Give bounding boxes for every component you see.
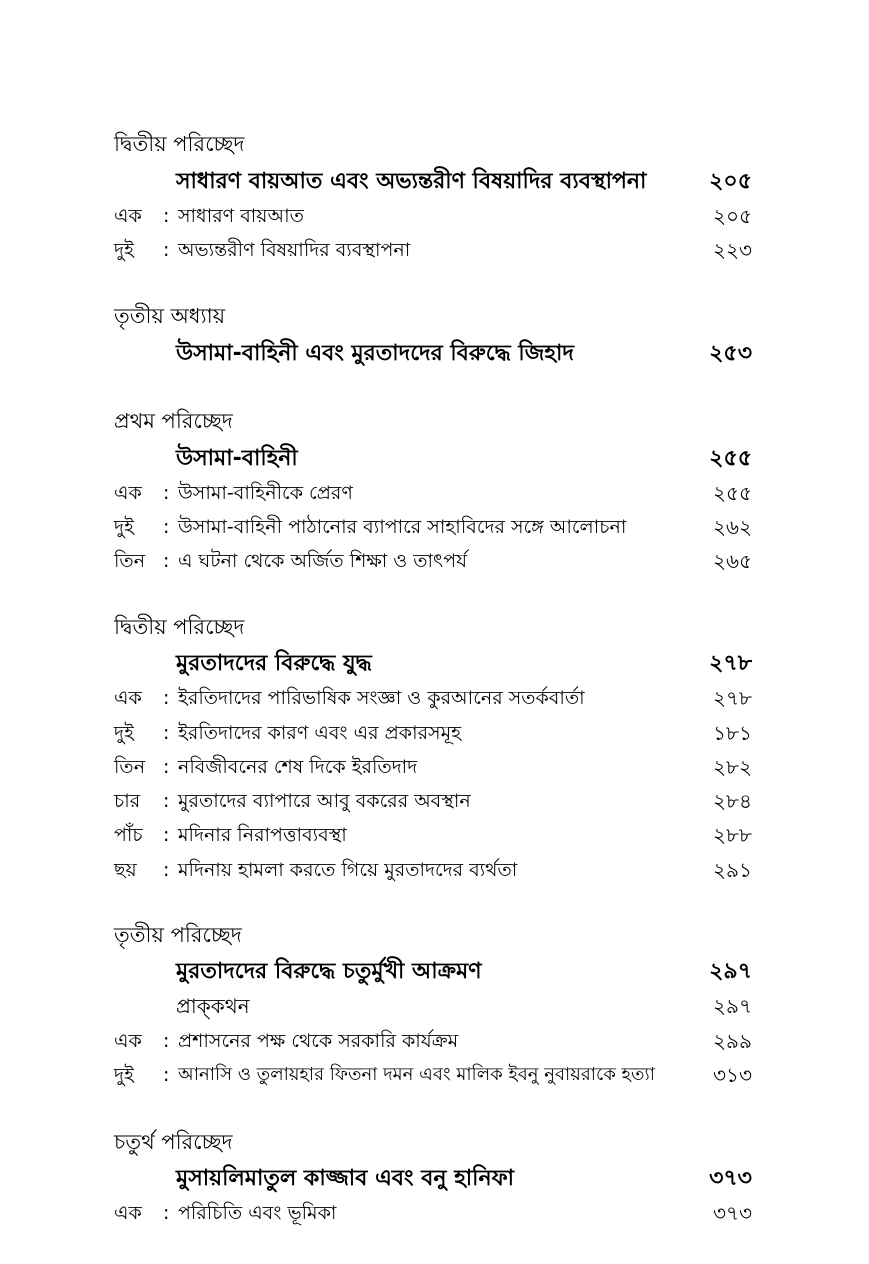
toc-entry: দুই : উসামা-বাহিনী পাঠানোর ব্যাপারে সাহাবিদের সঙ্গে আলোচনা ২৬২ — [0, 511, 869, 543]
section-heading: তৃতীয় পরিচ্ছেদ — [114, 923, 242, 947]
entry-text: মদিনায় হামলা করতে গিয়ে মুরতাদদের ব্যর্থতা — [178, 859, 518, 881]
toc-title-row — [0, 338, 869, 370]
entry-text: আনাসি ও তুলায়হার ফিতনা দমন এবং মালিক ইবনু নুবায়রাকে হত্যা — [178, 1064, 655, 1085]
entry-page-number: ৩৭৩ — [712, 1201, 752, 1225]
section-heading-row — [0, 1126, 869, 1158]
entry-label: তিন — [114, 550, 146, 572]
toc-title-row — [0, 166, 869, 198]
toc-page-number: ৩৭৩ — [709, 1166, 752, 1191]
entry-page-number: ২৫৫ — [713, 481, 752, 505]
entry-page-number: ২০৫ — [713, 204, 752, 228]
section-heading-row — [0, 405, 869, 437]
entry-label: দুই — [114, 1064, 134, 1086]
toc-entry: দুই : আনাসি ও তুলায়হার ফিতনা দমন এবং মালিক ইবনু নুবায়রাকে হত্যা ৩১৩ — [0, 1059, 869, 1091]
toc-page-number: ২৫৩ — [709, 341, 752, 366]
toc-title: সাধারণ বায়আত এবং অভ্যন্তরীণ বিষয়াদির ব্যবস্থাপনা — [176, 169, 647, 194]
toc-title-row — [0, 1163, 869, 1195]
entry-label: এক — [114, 205, 142, 227]
entry-page-number: ২৬৫ — [713, 549, 752, 573]
entry-page-number: ২৮২ — [713, 755, 752, 779]
entry-page-number: ৩১৩ — [713, 1063, 752, 1087]
section-heading: প্রথম পরিচ্ছেদ — [114, 409, 233, 433]
entry-text: সাধারণ বায়আত — [178, 205, 304, 227]
toc-title-row — [0, 443, 869, 475]
entry-page-number: ২৭৮ — [713, 686, 752, 710]
entry-text: এ ঘটনা থেকে অর্জিত শিক্ষা ও তাৎপর্য — [178, 550, 468, 572]
toc-entry: পাঁচ : মদিনার নিরাপত্তাব্যবস্থা ২৮৮ — [0, 819, 869, 851]
entry-text: প্রশাসনের পক্ষ থেকে সরকারি কার্যক্রম — [178, 1030, 459, 1052]
entry-label: দুই — [114, 516, 134, 538]
entry-page-number: ২৯১ — [713, 858, 752, 882]
entry-text: ইরতিদাদের পারিভাষিক সংজ্ঞা ও কুরআনের সতর্কবার্তা — [178, 687, 585, 709]
toc-entry: এক : পরিচিতি এবং ভূমিকা ৩৭৩ — [0, 1197, 869, 1229]
entry-label: এক — [114, 482, 142, 504]
toc-entry: ছয় : মদিনায় হামলা করতে গিয়ে মুরতাদদের ব্যর্থতা ২৯১ — [0, 854, 869, 886]
section-heading-row — [0, 611, 869, 643]
toc-entry: এক : ইরতিদাদের পারিভাষিক সংজ্ঞা ও কুরআনের সতর্কবার্তা ২৭৮ — [0, 682, 869, 714]
entry-text: উসামা-বাহিনীকে প্রেরণ — [178, 482, 353, 504]
section-heading-row — [0, 128, 869, 160]
section-heading-row — [0, 300, 869, 332]
toc-subtitle-row — [0, 990, 869, 1022]
entry-text: মুরতাদের ব্যাপারে আবু বকরের অবস্থান — [178, 790, 471, 812]
toc-page-number: ২০৫ — [709, 169, 752, 194]
toc-title: উসামা-বাহিনী এবং মুরতাদদের বিরুদ্ধে জিহাদ — [176, 341, 574, 366]
entry-text: পরিচিতি এবং ভূমিকা — [178, 1202, 337, 1224]
entry-page-number: ২৮৮ — [713, 823, 752, 847]
toc-entry: তিন : নবিজীবনের শেষ দিকে ইরতিদাদ ২৮২ — [0, 751, 869, 783]
entry-page-number: ২৮৪ — [713, 789, 752, 813]
section-heading: তৃতীয় অধ্যায় — [114, 304, 226, 328]
toc-title: মুরতাদদের বিরুদ্ধে যুদ্ধ — [176, 651, 372, 676]
toc-title: উসামা-বাহিনী — [176, 446, 298, 471]
entry-label: এক — [114, 1202, 142, 1224]
subtitle-page-number: ২৯৭ — [713, 994, 752, 1018]
toc-entry: এক : প্রশাসনের পক্ষ থেকে সরকারি কার্যক্রম ২৯৯ — [0, 1025, 869, 1057]
entry-text: উসামা-বাহিনী পাঠানোর ব্যাপারে সাহাবিদের সঙ্গে আলোচনা — [178, 516, 627, 538]
entry-page-number: ১৮১ — [713, 721, 752, 745]
toc-title: মুসায়লিমাতুল কাজ্জাব এবং বনু হানিফা — [176, 1166, 515, 1191]
entry-label: তিন — [114, 756, 146, 778]
toc-title-row — [0, 956, 869, 988]
entry-label: ছয় — [114, 859, 137, 881]
entry-text: ইরতিদাদের কারণ এবং এর প্রকারসমূহ — [178, 722, 462, 744]
toc-page-number: ২৫৫ — [709, 446, 752, 471]
entry-page-number: ২২৩ — [712, 238, 752, 262]
toc-page-number: ২৭৮ — [709, 651, 752, 676]
entry-label: এক — [114, 687, 142, 709]
toc-subtitle: প্রাক্‌কথন — [176, 994, 250, 1018]
entry-label: দুই — [114, 239, 134, 261]
toc-title-row — [0, 648, 869, 680]
toc-page-number: ২৯৭ — [709, 959, 752, 984]
toc-entry: দুই : ইরতিদাদের কারণ এবং এর প্রকারসমূহ ১৮১ — [0, 717, 869, 749]
toc-entry: এক : সাধারণ বায়আত ২০৫ — [0, 200, 869, 232]
section-heading: চতুর্থ পরিচ্ছেদ — [114, 1130, 233, 1154]
toc-entry: তিন : এ ঘটনা থেকে অর্জিত শিক্ষা ও তাৎপর্য ২৬৫ — [0, 545, 869, 577]
toc-entry: দুই : অভ্যন্তরীণ বিষয়াদির ব্যবস্থাপনা ২২৩ — [0, 234, 869, 266]
entry-page-number: ২৬২ — [712, 515, 752, 539]
entry-text: মদিনার নিরাপত্তাব্যবস্থা — [178, 824, 347, 846]
section-heading: দ্বিতীয় পরিচ্ছেদ — [114, 132, 245, 156]
entry-label: পাঁচ — [114, 824, 143, 846]
toc-entry: চার : মুরতাদের ব্যাপারে আবু বকরের অবস্থান ২৮৪ — [0, 785, 869, 817]
section-heading-row — [0, 919, 869, 951]
toc-entry: এক : উসামা-বাহিনীকে প্রেরণ ২৫৫ — [0, 477, 869, 509]
entry-text: অভ্যন্তরীণ বিষয়াদির ব্যবস্থাপনা — [178, 239, 411, 261]
entry-label: দুই — [114, 722, 134, 744]
entry-label: চার — [114, 790, 141, 812]
entry-text: নবিজীবনের শেষ দিকে ইরতিদাদ — [178, 756, 418, 778]
entry-label: এক — [114, 1030, 142, 1052]
toc-title: মুরতাদদের বিরুদ্ধে চতুর্মুখী আক্রমণ — [176, 959, 482, 984]
section-heading: দ্বিতীয় পরিচ্ছেদ — [114, 615, 245, 639]
entry-page-number: ২৯৯ — [713, 1029, 752, 1053]
